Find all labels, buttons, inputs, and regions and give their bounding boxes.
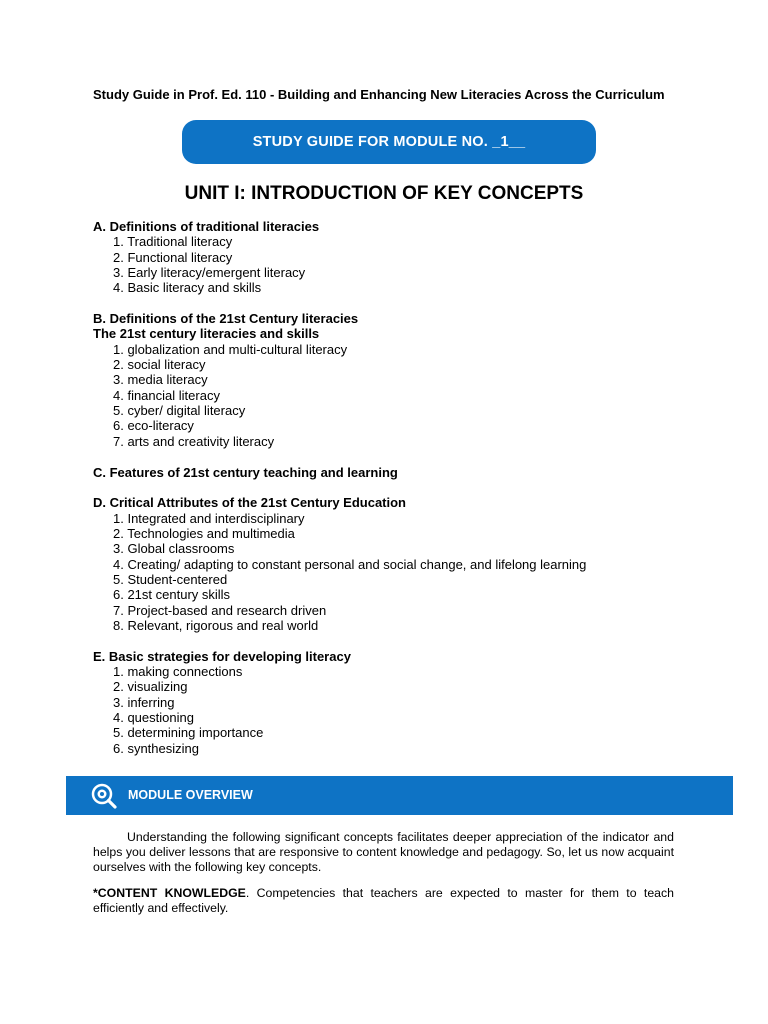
study-guide-banner <box>182 120 596 164</box>
intro-paragraph: Understanding the following significant concepts facilitates deeper appreciation of the indicator and helps you deliver lessons that are responsive to content knowledge and pedagogy. So, let us now acquaint ourselves with the following key concepts. <box>93 830 674 874</box>
section-a-list <box>93 234 693 295</box>
list-item: 3. media literacy <box>113 372 208 388</box>
section-b-list <box>93 342 693 449</box>
list-item: 3. Global classrooms <box>113 541 235 557</box>
list-item: 2. Functional literacy <box>113 249 233 265</box>
study-guide-banner-text: STUDY GUIDE FOR MODULE NO. _1__ <box>252 134 526 150</box>
document-header-title: Study Guide in Prof. Ed. 110 - Building and Enhancing New Literacies Across the Curriculum <box>93 87 665 102</box>
key-concepts-outline <box>93 219 693 756</box>
section-e <box>93 649 693 756</box>
list-item: 4. Creating/ adapting to constant personal and social change, and lifelong learning <box>113 556 587 572</box>
list-item: 8. Relevant, rigorous and real world <box>113 617 319 633</box>
content-knowledge-term: *CONTENT KNOWLEDGE <box>93 886 246 900</box>
section-d <box>93 495 693 633</box>
module-overview-bar <box>66 776 733 815</box>
section-heading: C. Features of 21st century teaching and learning <box>93 464 398 480</box>
section-a <box>93 219 693 296</box>
list-item: 5. Student-centered <box>113 571 228 587</box>
list-item: 6. 21st century skills <box>113 587 231 603</box>
unit-title: UNIT I: INTRODUCTION OF KEY CONCEPTS <box>184 183 584 204</box>
list-item: 5. cyber/ digital literacy <box>113 403 246 419</box>
section-subheading: The 21st century literacies and skills <box>93 326 320 342</box>
module-overview-label: MODULE OVERVIEW <box>128 788 253 802</box>
list-item: 2. social literacy <box>113 357 206 373</box>
list-item: 6. synthesizing <box>113 740 199 756</box>
section-c <box>93 465 693 480</box>
content-knowledge-definition: . Competencies that teachers are expected to master for them to teach efficiently and effectively. <box>93 886 674 915</box>
list-item: 4. financial literacy <box>113 387 220 403</box>
section-heading: D. Critical Attributes of the 21st Century Education <box>93 495 407 511</box>
list-item: 3. Early literacy/emergent literacy <box>113 265 306 281</box>
section-heading: A. Definitions of traditional literacies <box>93 219 320 234</box>
list-item: 7. Project-based and research driven <box>113 602 327 618</box>
section-e-list <box>93 664 693 756</box>
list-item: 7. arts and creativity literacy <box>113 433 275 449</box>
list-item: 2. visualizing <box>113 679 188 695</box>
list-item: 1. globalization and multi-cultural literacy <box>113 341 348 357</box>
list-item: 1. Traditional literacy <box>113 234 233 250</box>
magnifier-icon <box>90 782 118 810</box>
content-knowledge-paragraph <box>93 886 674 916</box>
list-item: 3. inferring <box>113 694 175 710</box>
list-item: 4. questioning <box>113 710 194 725</box>
list-item: 2. Technologies and multimedia <box>113 525 295 541</box>
section-heading: B. Definitions of the 21st Century literacies <box>93 311 359 327</box>
list-item: 1. making connections <box>113 663 243 679</box>
section-b <box>93 311 693 449</box>
section-d-list <box>93 511 693 634</box>
list-item: 6. eco-literacy <box>113 418 194 434</box>
list-item: 4. Basic literacy and skills <box>113 280 262 296</box>
list-item: 1. Integrated and interdisciplinary <box>113 510 305 526</box>
section-heading: E. Basic strategies for developing literacy <box>93 648 351 664</box>
list-item: 5. determining importance <box>113 725 264 741</box>
